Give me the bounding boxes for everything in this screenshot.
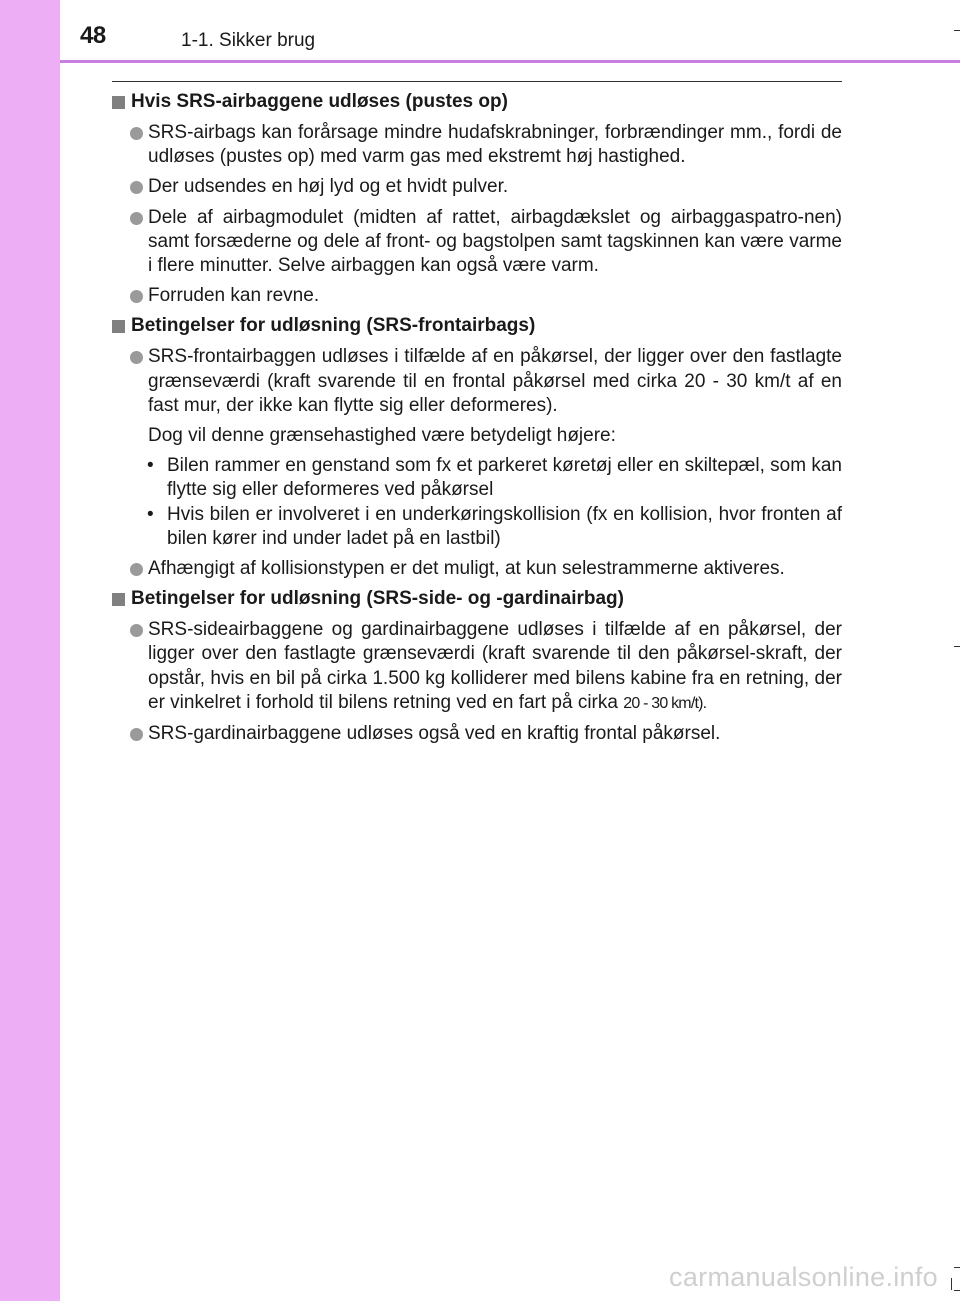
page-number: 48 — [80, 22, 106, 49]
list-item: Forruden kan revne. — [110, 284, 842, 308]
section-heading-deployment: Hvis SRS-airbaggene udløses (pustes op) — [110, 90, 842, 114]
note-text: Dog vil denne grænsehastighed være betydeligt højere: — [148, 425, 616, 447]
header-rule — [60, 60, 960, 63]
crop-mark — [954, 30, 960, 31]
crop-mark — [954, 1267, 960, 1268]
watermark: carmanualsonline.info — [669, 1262, 938, 1292]
content-top-rule — [112, 81, 842, 82]
page-content — [110, 90, 842, 752]
list-item: Dele af airbagmodulet (midten af rattet, airbagdækslet og airbaggaspatro-nen) samt forsæderne og dele af front- og bagstolpen samt tagskinnen kan være varme i flere minutter. Selve airbaggen kan også være varm. — [110, 206, 842, 279]
circle-bullet-icon — [130, 351, 143, 364]
circle-bullet-icon — [130, 728, 143, 741]
list-item: SRS-gardinairbaggene udløses også ved en kraftig frontal påkørsel. — [110, 722, 842, 746]
list-item: SRS-sideairbaggene og gardinairbaggene udløses i tilfælde af en påkørsel, der ligger over den fastlagte grænseværdi (kraft svarende til den påkørsel-skraft, der opstår, hvis en bil på cirka 1.500 kg kolliderer med bilens kabine fra en retning, der er vinkelret i forhold til bilens retning ved en fart på cirka 20 - 30 km/t). — [110, 618, 842, 716]
list-item: Der udsendes en høj lyd og et hvidt pulver. — [110, 175, 842, 199]
section-heading-side-conditions: Betingelser for udløsning (SRS-side- og -gardinairbag) — [110, 587, 842, 611]
side-color-strip — [0, 0, 60, 1301]
section-heading-front-conditions: Betingelser for udløsning (SRS-frontairbags) — [110, 314, 842, 338]
section-title: 1-1. Sikker brug — [181, 30, 316, 51]
circle-bullet-icon — [130, 624, 143, 637]
circle-bullet-icon — [130, 181, 143, 194]
circle-bullet-icon — [130, 563, 143, 576]
sub-list-item: • Hvis bilen er involveret i en underkøringskollision (fx en kollision, hvor fronten af bilen kører ind under ladet på en lastbil) — [147, 503, 842, 549]
list-item: SRS-frontairbaggen udløses i tilfælde af en påkørsel, der ligger over den fastlagte grænseværdi (kraft svarende til en frontal påkørsel med cirka 20 - 30 km/t af en fast mur, der ikke kan flytte sig eller deformeres). — [110, 345, 842, 418]
list-item: SRS-airbags kan forårsage mindre hudafskrabninger, forbrændinger mm., fordi de udløses (pustes op) med varm gas med ekstremt høj hastighed. — [110, 121, 842, 169]
circle-bullet-icon — [130, 212, 143, 225]
circle-bullet-icon — [130, 127, 143, 140]
crop-mark — [954, 646, 960, 647]
square-bullet-icon — [112, 96, 125, 109]
crop-mark — [951, 1278, 952, 1290]
circle-bullet-icon — [130, 290, 143, 303]
sub-list-item: • Bilen rammer en genstand som fx et parkeret køretøj eller en skiltepæl, som kan flytte sig eller deformeres ved påkørsel — [147, 455, 842, 501]
crop-mark — [954, 1290, 960, 1291]
square-bullet-icon — [112, 320, 125, 333]
square-bullet-icon — [112, 593, 125, 606]
list-item: Afhængigt af kollisionstypen er det muligt, at kun selestrammerne aktiveres. — [110, 557, 842, 581]
